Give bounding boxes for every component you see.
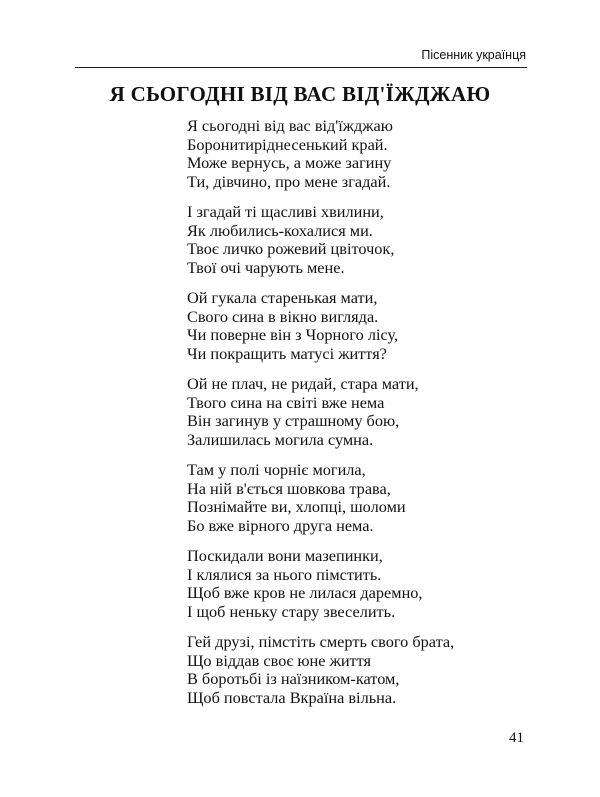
lyric-line: Боронитиріднесенький край. [187,134,388,154]
lyric-line: Твого сина на світі вже нема [187,392,385,412]
lyric-line: Гей друзі, пімстіть смерть свого брата, [187,632,455,651]
lyric-line: Може вернусь, а може загину [187,153,392,173]
stanza [187,203,394,278]
lyric-line: І щоб неньку стару звеселить. [187,602,396,622]
lyric-line: Твої очі чарують мене. [187,258,345,278]
lyric-line: Залишилась могила сумна. [187,430,374,450]
lyric-line: Твоє личко рожевий цвіточок, [187,239,395,259]
lyric-line: Поскидали вони мазепинки, [187,546,383,565]
lyric-line: Ти, дівчино, про мене згадай. [187,172,391,192]
lyric-line: І клялися за нього пімстить. [187,564,382,584]
lyric-line: Що віддав своє юне життя [187,650,372,670]
lyric-line: І згадай ті щасливі хвилини, [187,202,384,221]
lyric-line: Чи покращить матусі життя? [187,344,387,364]
stanza [187,547,423,622]
lyric-line: Ой гукала старенькая мати, [187,288,378,307]
stanza [187,461,406,536]
page-number: 41 [509,730,524,746]
running-header: Пісенник українця [421,48,526,62]
lyric-line: Він загинув у страшному бою, [187,411,400,431]
lyric-line: Там у полі чорніє могила, [187,460,366,479]
lyric-line: Щоб вже кров не лилася даремно, [187,583,423,603]
stanza [187,633,454,708]
lyric-line: Познімайте ви, хлопці, шоломи [187,497,406,517]
lyric-line: В боротьбі із наїзником-катом, [187,669,400,689]
lyric-line: Бо вже вірного друга нема. [187,516,374,536]
lyric-line: Свого сина в вікно вигляда. [187,306,379,326]
lyric-line: Ой не плач, не ридай, стара мати, [187,374,419,393]
song-title: Я СЬОГОДНІ ВІД ВАС ВІД'ЇЖДЖАЮ [109,82,491,106]
stanza [187,289,398,364]
stanza [187,117,393,192]
lyric-line: На ній в'ється шовкова трава, [187,478,391,498]
header-rule [75,67,527,68]
stanza [187,375,419,450]
lyric-line: Чи поверне він з Чорного лісу, [187,325,399,345]
lyric-line: Я сьогодні від вас від'їжджаю [187,116,393,135]
lyric-line: Як любились-кохалися ми. [187,220,373,240]
lyric-line: Щоб повстала Вкраїна вільна. [187,688,397,708]
